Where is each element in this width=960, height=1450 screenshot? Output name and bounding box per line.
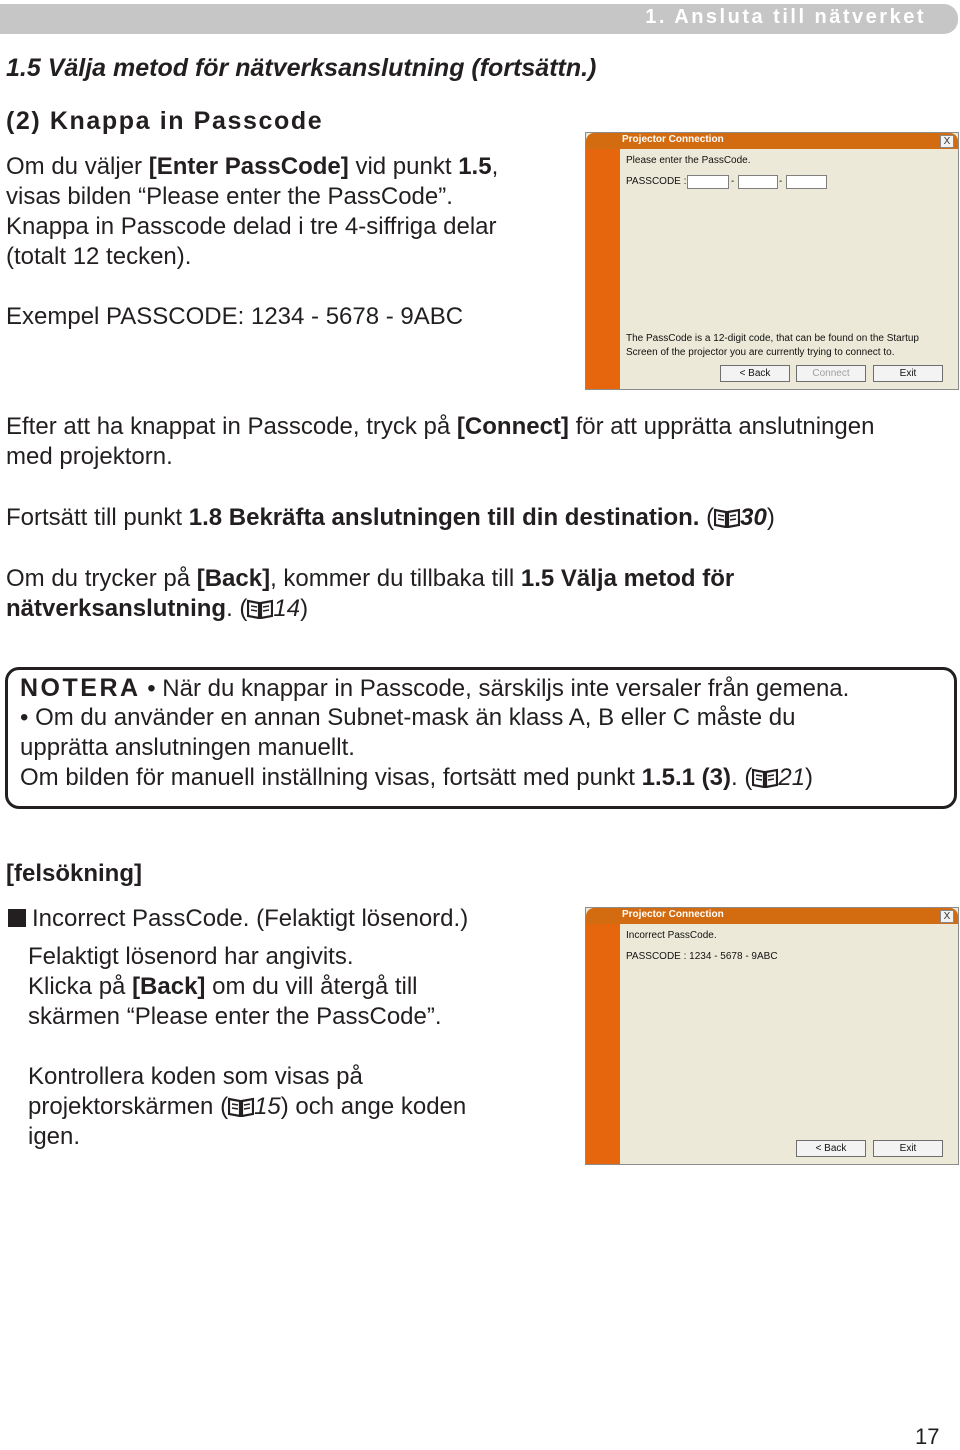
intro-text: , [491, 153, 499, 180]
exit-button[interactable]: Exit [873, 365, 943, 382]
after-connect-line-2: med projektorn. [6, 443, 173, 470]
page-number: 17 [915, 1424, 940, 1449]
dialog-title: Projector Connection [622, 909, 724, 920]
section-ref: nätverksanslutning [6, 595, 227, 622]
dialog-titlebar [586, 133, 958, 149]
body-text: Om du trycker på [6, 565, 197, 592]
page-ref[interactable]: 14 [273, 595, 301, 622]
dialog-info-line-2: Screen of the projector you are currently trying to connect to. [626, 347, 895, 358]
back-ref: [Back] [196, 565, 271, 592]
incorrect-passcode-dialog [585, 907, 959, 1165]
section-title: 1.5 Välja metod för nätverksanslutning (fortsättn.) [6, 54, 597, 82]
body-text: Klicka på [28, 973, 133, 1000]
connect-button[interactable]: Connect [796, 365, 866, 382]
example-passcode: Exempel PASSCODE: 1234 - 5678 - 9ABC [6, 303, 464, 330]
body-text: Fortsätt till punkt [6, 504, 189, 531]
body-text: . ( [226, 595, 248, 622]
after-connect-line-1 [6, 412, 874, 442]
passcode-input-2[interactable] [738, 175, 778, 189]
dialog-prompt: Please enter the PassCode. [626, 155, 751, 166]
body-text: ) och ange koden [280, 1093, 467, 1120]
page-ref[interactable]: 21 [778, 764, 806, 791]
troubleshoot-line-1: Felaktigt lösenord har angivits. [28, 943, 354, 970]
passcode-input-1[interactable] [687, 175, 729, 189]
note-line-2: • Om du använder en annan Subnet-mask än klass A, B eller C måste du [20, 704, 796, 731]
close-icon[interactable]: X [940, 135, 954, 148]
note-text: . ( [731, 764, 753, 791]
back-ref: [Back] [132, 973, 206, 1000]
passcode-dialog [585, 132, 959, 390]
note-text: ) [805, 764, 814, 791]
dialog-error-message: Incorrect PassCode. [626, 930, 717, 941]
book-icon [752, 768, 778, 788]
note-line-1 [20, 673, 849, 704]
body-text: Efter att ha knappat in Passcode, tryck på [6, 413, 457, 440]
body-text: , kommer du tillbaka till [270, 565, 521, 592]
chapter-title: 1. Ansluta till nätverket [645, 6, 926, 28]
intro-line-2: visas bilden “Please enter the PassCode”. [6, 183, 453, 210]
passcode-separator: - [731, 176, 735, 187]
back-line-2 [6, 594, 308, 624]
passcode-input-3[interactable] [786, 175, 827, 189]
dialog-side-panel [586, 149, 620, 389]
troubleshoot-line-3: skärmen “Please enter the PassCode”. [28, 1003, 442, 1030]
page-ref[interactable]: 30 [740, 504, 767, 531]
sub-title: (2) Knappa in Passcode [6, 107, 324, 135]
intro-line-4: (totalt 12 tecken). [6, 243, 192, 270]
dialog-passcode-line: PASSCODE : 1234 - 5678 - 9ABC [626, 951, 778, 962]
passcode-label: PASSCODE : [626, 176, 687, 187]
back-button[interactable]: < Back [796, 1140, 866, 1157]
enter-passcode-ref: [Enter PassCode] [148, 153, 349, 180]
body-text: ) [300, 595, 309, 622]
connect-ref: [Connect] [456, 413, 569, 440]
troubleshoot-line-5 [28, 1092, 466, 1122]
exit-button[interactable]: Exit [873, 1140, 943, 1157]
back-line-1 [6, 564, 734, 594]
book-icon [247, 599, 273, 619]
section-ref: 1.5 [458, 153, 492, 180]
troubleshoot-heading: [felsökning] [6, 860, 142, 887]
troubleshoot-line-6: igen. [28, 1123, 81, 1150]
body-text: projektorskärmen ( [28, 1093, 229, 1120]
book-icon [714, 508, 740, 528]
body-text: ) [766, 504, 775, 531]
note-line-4 [20, 763, 813, 793]
continue-line [6, 503, 775, 533]
close-icon[interactable]: X [940, 910, 954, 923]
dialog-info-line-1: The PassCode is a 12-digit code, that can be found on the Startup [626, 333, 919, 344]
section-ref: 1.8 Bekräfta anslutningen till din destination. [188, 504, 700, 531]
back-button[interactable]: < Back [720, 365, 790, 382]
body-text: om du vill återgå till [205, 973, 418, 1000]
note-label: NOTERA [20, 674, 141, 702]
passcode-separator: - [779, 176, 783, 187]
dialog-titlebar [586, 908, 958, 924]
troubleshoot-item-title: Incorrect PassCode. (Felaktigt lösenord.) [32, 905, 469, 932]
note-text: Om bilden för manuell inställning visas, fortsätt med punkt [20, 764, 642, 791]
page-ref[interactable]: 15 [254, 1093, 281, 1120]
section-ref: 1.5.1 (3) [641, 764, 732, 791]
troubleshoot-line-4: Kontrollera koden som visas på [28, 1063, 363, 1090]
note-text: • När du knappar in Passcode, särskiljs inte versaler från gemena. [140, 675, 850, 702]
body-text: ( [699, 504, 715, 531]
bullet-square-icon [8, 909, 26, 927]
intro-text: vid punkt [348, 153, 459, 180]
troubleshoot-line-2 [28, 972, 418, 1002]
intro-line-3: Knappa in Passcode delad i tre 4-siffriga delar [6, 213, 497, 240]
dialog-side-panel [586, 924, 620, 1164]
section-ref: 1.5 Välja metod för [520, 565, 735, 592]
intro-text: Om du väljer [6, 153, 149, 180]
dialog-title: Projector Connection [622, 134, 724, 145]
body-text: för att upprätta anslutningen [568, 413, 875, 440]
intro-line-1 [6, 152, 498, 182]
note-line-3: upprätta anslutningen manuellt. [20, 734, 355, 761]
book-icon [228, 1097, 254, 1117]
